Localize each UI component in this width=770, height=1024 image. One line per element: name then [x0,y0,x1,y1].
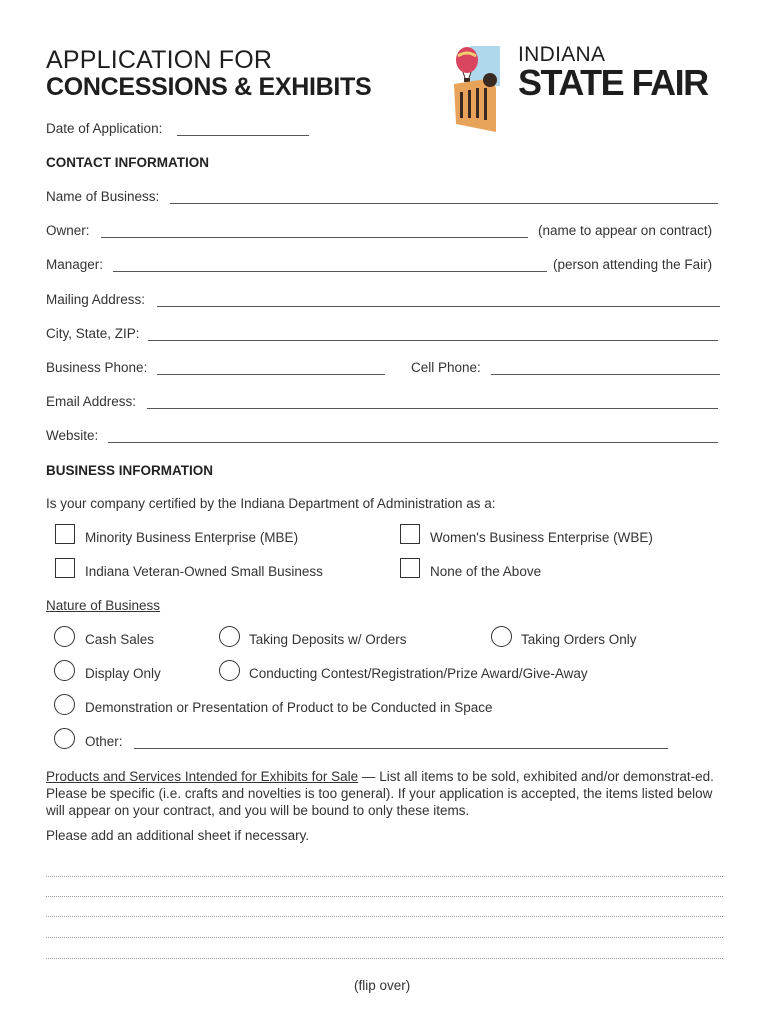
cell-phone-label: Cell Phone: [411,360,481,375]
taking-orders-only-radio[interactable] [491,626,512,647]
other-radio[interactable] [54,728,75,749]
taking-deposits-label: Taking Deposits w/ Orders [249,632,407,647]
products-line-1[interactable] [46,876,723,877]
display-only-label: Display Only [85,666,161,681]
other-label: Other: [85,734,123,749]
email-address-field[interactable] [147,408,718,409]
date-of-application-label: Date of Application: [46,121,163,136]
nature-of-business-heading: Nature of Business [46,598,161,613]
none-of-the-above-checkbox[interactable] [400,558,420,578]
business-phone-label: Business Phone: [46,360,148,375]
certification-question: Is your company certified by the Indiana Department of Administration as a: [46,496,496,511]
form-title-line1: APPLICATION FOR [46,46,273,74]
business-information-heading: BUSINESS INFORMATION [46,463,214,478]
products-dash: — [358,769,380,784]
demonstration-label: Demonstration or Presentation of Product to be Conducted in Space [85,700,493,715]
mbe-checkbox[interactable] [55,524,75,544]
owner-label: Owner: [46,223,90,238]
business-phone-field[interactable] [157,374,385,375]
taking-orders-only-label: Taking Orders Only [521,632,637,647]
website-field[interactable] [108,442,718,443]
products-heading: Products and Services Intended for Exhibits for Sale [46,769,359,784]
products-line-3[interactable] [46,916,723,917]
logo-state-fair: STATE FAIR [518,62,708,103]
business-name-field[interactable] [170,203,718,204]
business-name-label: Name of Business: [46,189,160,204]
conducting-contest-radio[interactable] [219,660,240,681]
manager-field[interactable] [113,271,547,272]
other-field[interactable] [134,748,668,749]
demonstration-radio[interactable] [54,694,75,715]
city-state-zip-label: City, State, ZIP: [46,326,140,341]
manager-label: Manager: [46,257,104,272]
mailing-address-label: Mailing Address: [46,292,146,307]
conducting-contest-label: Conducting Contest/Registration/Prize Award/Give-Away [249,666,588,681]
form-title-line2: CONCESSIONS & EXHIBITS [46,73,372,101]
manager-note: (person attending the Fair) [553,257,713,272]
cash-sales-radio[interactable] [54,626,75,647]
wbe-checkbox[interactable] [400,524,420,544]
mbe-label: Minority Business Enterprise (MBE) [85,530,299,545]
veteran-owned-label: Indiana Veteran-Owned Small Business [85,564,323,579]
owner-field[interactable] [101,237,528,238]
indiana-state-fair-logo-icon [452,44,502,134]
wbe-label: Women's Business Enterprise (WBE) [430,530,653,545]
none-of-the-above-label: None of the Above [430,564,542,579]
display-only-radio[interactable] [54,660,75,681]
veteran-owned-checkbox[interactable] [55,558,75,578]
flip-over-note: (flip over) [354,978,411,993]
products-paragraph [46,768,726,819]
email-address-label: Email Address: [46,394,137,409]
additional-sheet-note: Please add an additional sheet if necessary. [46,828,310,843]
cell-phone-field[interactable] [491,374,720,375]
products-line-4[interactable] [46,937,723,938]
date-of-application-field[interactable] [177,135,309,136]
contact-information-heading: CONTACT INFORMATION [46,155,209,170]
city-state-zip-field[interactable] [148,340,718,341]
products-line-2[interactable] [46,896,723,897]
cash-sales-label: Cash Sales [85,632,155,647]
products-instructions: List all items to be sold, exhibited and/or demonstrat-ed. Please be specific (i.e. crafts and novelties is too general). If your application is accepted, the items listed below will appear on your contract, and you will be bound to only these items. [46,769,714,818]
products-line-5[interactable] [46,958,723,959]
website-label: Website: [46,428,99,443]
owner-note: (name to appear on contract) [538,223,713,238]
logo-indiana: INDIANA [518,43,606,66]
mailing-address-field[interactable] [157,306,720,307]
taking-deposits-radio[interactable] [219,626,240,647]
